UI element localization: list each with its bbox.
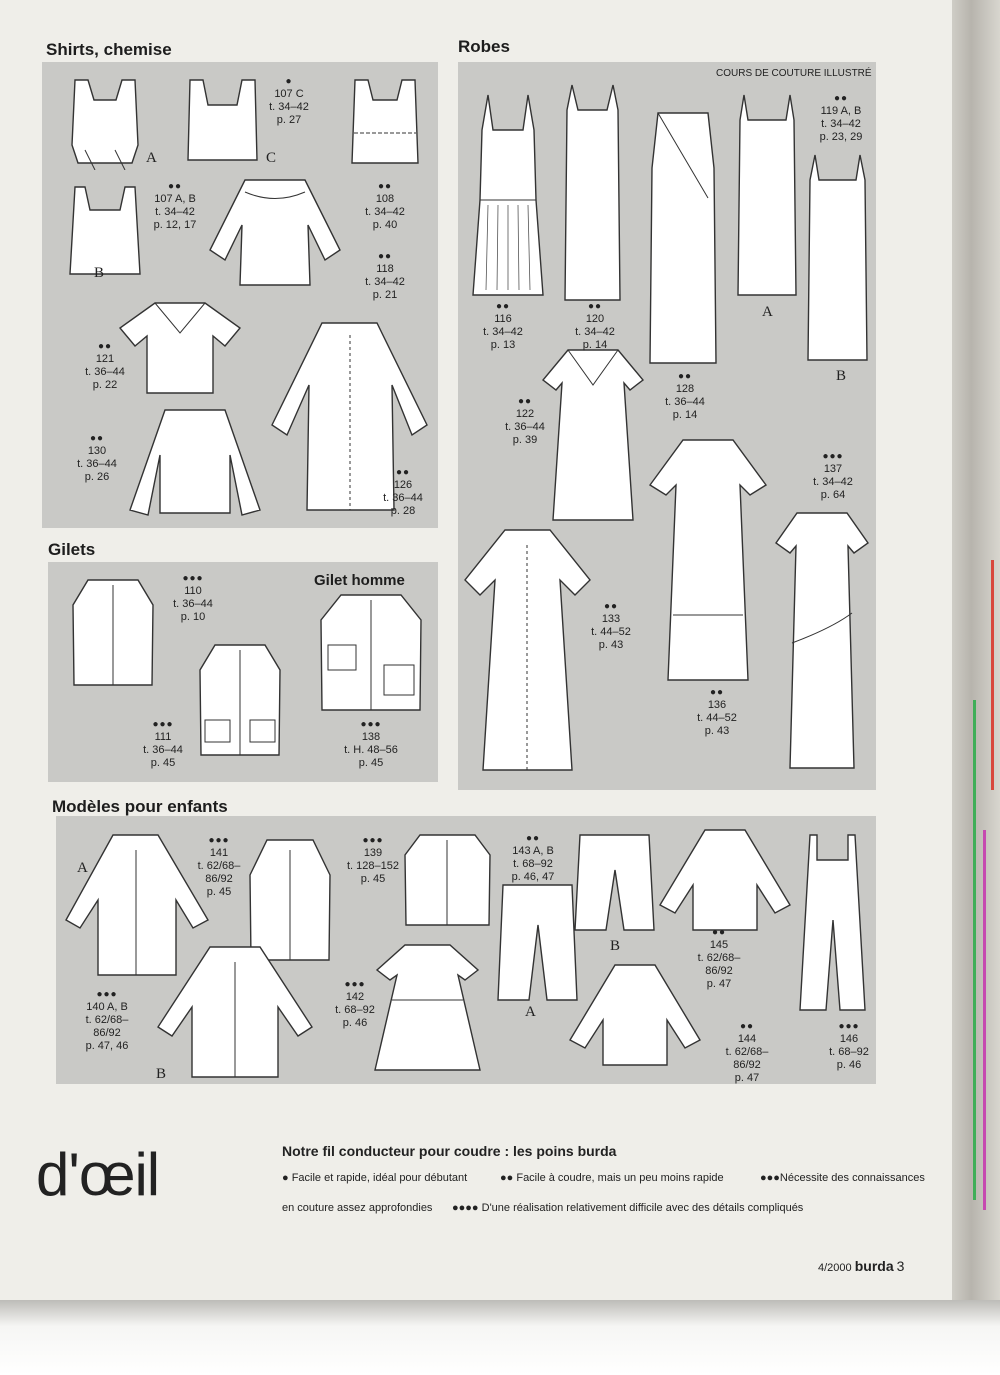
legend-line-2: ●● Facile à coudre, mais un peu moins rapide (500, 1172, 724, 1184)
gilet-110-drawing (68, 575, 158, 690)
top-107a-drawing (60, 75, 150, 170)
oeil-heading: d'œil (36, 1141, 160, 1208)
dress-133-drawing (460, 525, 595, 775)
legend-line-3: ●●●Nécessite des connaissances (760, 1172, 925, 1184)
letter-c-107: C (266, 150, 277, 166)
dress-119b-drawing (805, 150, 870, 365)
shirts-title: Shirts, chemise (46, 40, 172, 59)
top-108-drawing (340, 75, 430, 170)
letter-a-143: A (525, 1004, 536, 1020)
caption-108: ●● 108 t. 34–42 p. 40 (365, 181, 405, 231)
caption-140: ●●● 140 A, B t. 62/68–86/92 p. 47, 46 (85, 989, 129, 1052)
jacket-140b-drawing (150, 942, 320, 1082)
caption-142: ●●● 142 t. 68–92 p. 46 (335, 979, 375, 1029)
caption-116: ●● 116 t. 34–42 p. 13 (483, 301, 523, 351)
gilet-111-drawing (195, 640, 285, 765)
footer-brand: burda (854, 1258, 894, 1274)
caption-128: ●● 128 t. 36–44 p. 14 (665, 371, 705, 421)
caption-130: ●● 130 t. 36–44 p. 26 (77, 433, 117, 483)
caption-126: ●● 126 t. 36–44 p. 28 (383, 467, 423, 517)
page-footer (818, 1258, 904, 1274)
blouse-118-drawing (200, 170, 350, 290)
dress-136-drawing (648, 435, 768, 685)
legend-title: Notre fil conducteur pour coudre : les poins burda (282, 1143, 617, 1159)
caption-136: ●● 136 t. 44–52 p. 43 (697, 687, 737, 737)
legend-line-4: en couture assez approfondies (282, 1202, 433, 1214)
footer-issue: 4/2000 (818, 1262, 852, 1274)
letter-a-107: A (146, 150, 157, 166)
caption-138: ●●● 138 t. H. 48–56 p. 45 (344, 719, 398, 769)
top-130-drawing (120, 405, 270, 520)
caption-122: ●● 122 t. 36–44 p. 39 (505, 396, 545, 446)
caption-137: ●●● 137 t. 34–42 p. 64 (813, 451, 853, 501)
caption-141: ●●● 141 t. 62/68–86/92 p. 45 (197, 835, 241, 898)
caption-110: ●●● 110 t. 36–44 p. 10 (173, 573, 213, 623)
gilet-138-drawing (316, 590, 426, 715)
top-107b-drawing (60, 182, 150, 282)
robes-title: Robes (458, 37, 510, 56)
enfants-title: Modèles pour enfants (52, 797, 228, 816)
caption-145: ●● 145 t. 62/68–86/92 p. 47 (697, 927, 741, 990)
scan-bottom-band (0, 1300, 1000, 1375)
caption-119: ●● 119 A, B t. 34–42 p. 23, 29 (819, 93, 863, 143)
dress-120-drawing (560, 80, 625, 305)
legend-line-1: ● Facile et rapide, idéal pour débutant (282, 1172, 468, 1184)
gilet-homme-title: Gilet homme (314, 572, 405, 589)
sweatshirt-145-drawing (655, 825, 795, 935)
footer-page: 3 (896, 1258, 905, 1274)
caption-118: ●● 118 t. 34–42 p. 21 (365, 251, 405, 301)
letter-b-119: B (836, 368, 847, 384)
letter-b-143: B (610, 938, 621, 954)
legend-line-5: ●●●● D'une réalisation relativement difficile avec des détails compliqués (452, 1202, 804, 1214)
caption-144: ●● 144 t. 62/68–86/92 p. 47 (725, 1021, 769, 1084)
caption-121: ●● 121 t. 36–44 p. 22 (85, 341, 125, 391)
overalls-146-drawing (795, 830, 870, 1015)
caption-107ab: ●● 107 A, B t. 34–42 p. 12, 17 (153, 181, 197, 231)
dress-116-drawing (468, 90, 548, 300)
caption-139: ●●● 139 t. 128–152 p. 45 (347, 835, 399, 885)
pants-143b-drawing (572, 830, 657, 935)
vest-139-drawing (400, 830, 495, 930)
letter-a-140: A (77, 860, 88, 876)
course-note: COURS DE COUTURE ILLUSTRÉ (716, 68, 872, 79)
dress-119a-drawing (732, 90, 802, 300)
caption-143: ●● 143 A, B t. 68–92 p. 46, 47 (511, 833, 555, 883)
caption-120: ●● 120 t. 34–42 p. 14 (575, 301, 615, 351)
letter-b-107: B (94, 265, 105, 281)
letter-a-119: A (762, 304, 773, 320)
letter-b-140: B (156, 1066, 167, 1082)
caption-146: ●●● 146 t. 68–92 p. 46 (829, 1021, 869, 1071)
gilets-title: Gilets (48, 540, 96, 559)
page-gutter (952, 0, 1000, 1300)
dress-137-drawing (772, 508, 872, 773)
caption-111: ●●● 111 t. 36–44 p. 45 (143, 719, 183, 769)
caption-133: ●● 133 t. 44–52 p. 43 (591, 601, 631, 651)
dress-128-drawing (648, 108, 718, 368)
caption-107c: ● 107 C t. 34–42 p. 27 (269, 76, 309, 126)
